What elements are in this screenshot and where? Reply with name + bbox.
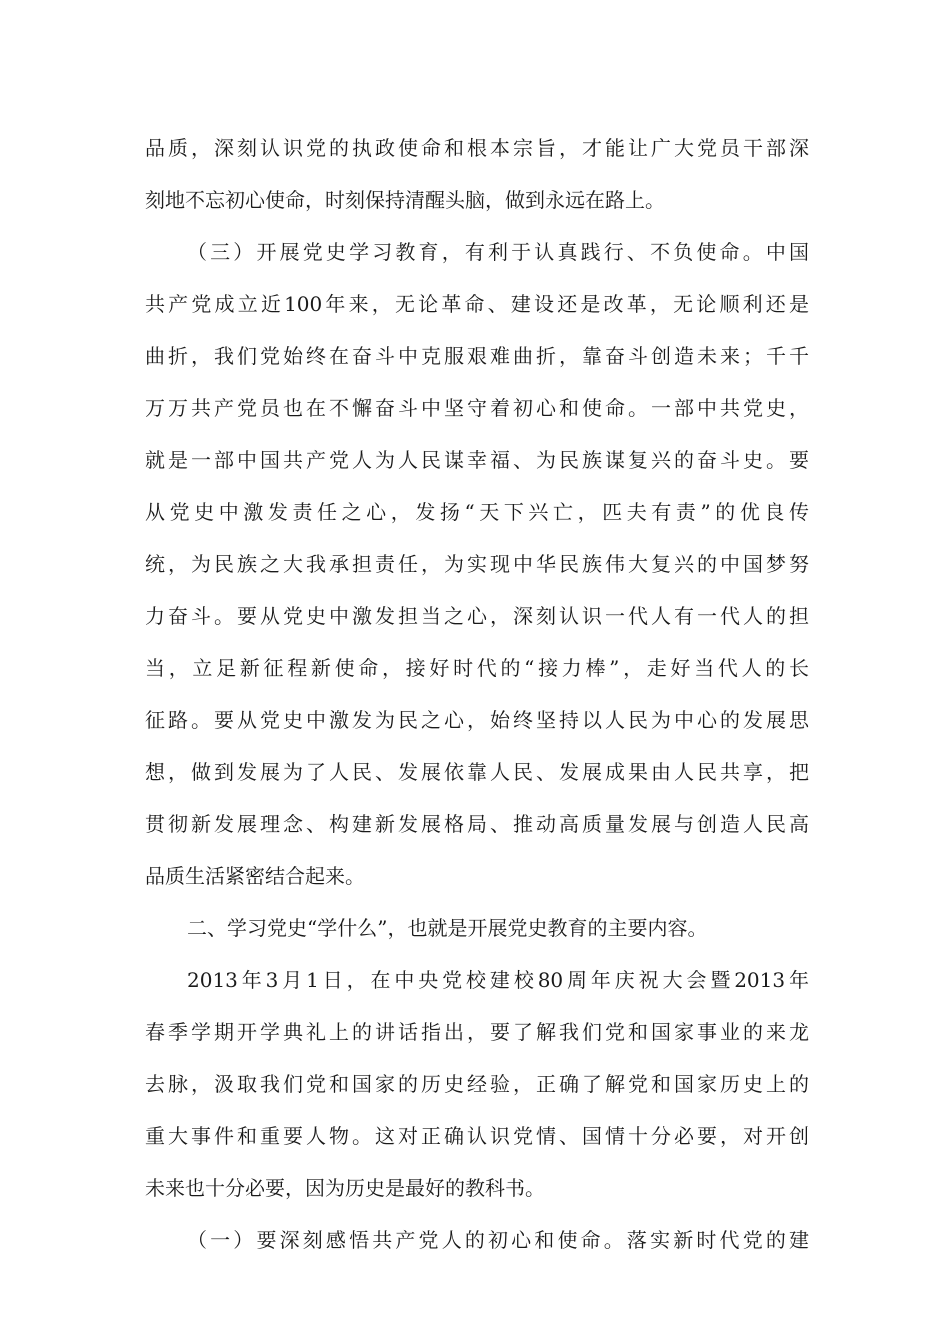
text-line: 征路。要从党史中激发为民之心，始终坚持以人民为中心的发展思 <box>145 708 809 732</box>
text-line: （一）要深刻感悟共产党人的初心和使命。落实新时代党的建 <box>187 1228 809 1252</box>
text-line: 重大事件和重要人物。这对正确认识党情、国情十分必要，对开创 <box>145 1124 809 1148</box>
text-line: 统，为民族之大我承担责任，为实现中华民族伟大复兴的中国梦努 <box>145 552 809 576</box>
text-line: 未来也十分必要，因为历史是最好的教科书。 <box>145 1176 545 1200</box>
text-line: 想，做到发展为了人民、发展依靠人民、发展成果由人民共享，把 <box>145 760 809 784</box>
text-line: 曲折，我们党始终在奋斗中克服艰难曲折，靠奋斗创造未来；千千 <box>145 344 809 368</box>
body-text <box>145 122 809 1266</box>
text-line: 刻地不忘初心使命，时刻保持清醒头脑，做到永远在路上。 <box>145 188 665 212</box>
text-line: 共产党成立近100年来，无论革命、建设还是改革，无论顺利还是 <box>145 292 809 316</box>
text-line: 当，立足新征程新使命，接好时代的“接力棒”，走好当代人的长 <box>145 656 809 680</box>
text-line: 品质，深刻认识党的执政使命和根本宗旨，才能让广大党员干部深 <box>145 136 809 160</box>
text-line: 春季学期开学典礼上的讲话指出，要了解我们党和国家事业的来龙 <box>145 1020 809 1044</box>
text-line: （三）开展党史学习教育，有利于认真践行、不负使命。中国 <box>187 240 809 264</box>
text-line: 2013年3月1日，在中央党校建校80周年庆祝大会暨2013年 <box>187 968 809 992</box>
text-line: 品质生活紧密结合起来。 <box>145 864 365 888</box>
text-line: 去脉，汲取我们党和国家的历史经验，正确了解党和国家历史上的 <box>145 1072 809 1096</box>
text-line: 力奋斗。要从党史中激发担当之心，深刻认识一代人有一代人的担 <box>145 604 809 628</box>
text-line: 万万共产党员也在不懈奋斗中坚守着初心和使命。一部中共党史， <box>145 396 809 420</box>
text-line: 就是一部中国共产党人为人民谋幸福、为民族谋复兴的奋斗史。要 <box>145 448 809 472</box>
text-line: 贯彻新发展理念、构建新发展格局、推动高质量发展与创造人民高 <box>145 812 809 836</box>
section-heading: 二、学习党史“学什么”，也就是开展党史教育的主要内容。 <box>187 916 708 940</box>
text-line: 从党史中激发责任之心，发扬“天下兴亡，匹夫有责”的优良传 <box>145 500 809 524</box>
